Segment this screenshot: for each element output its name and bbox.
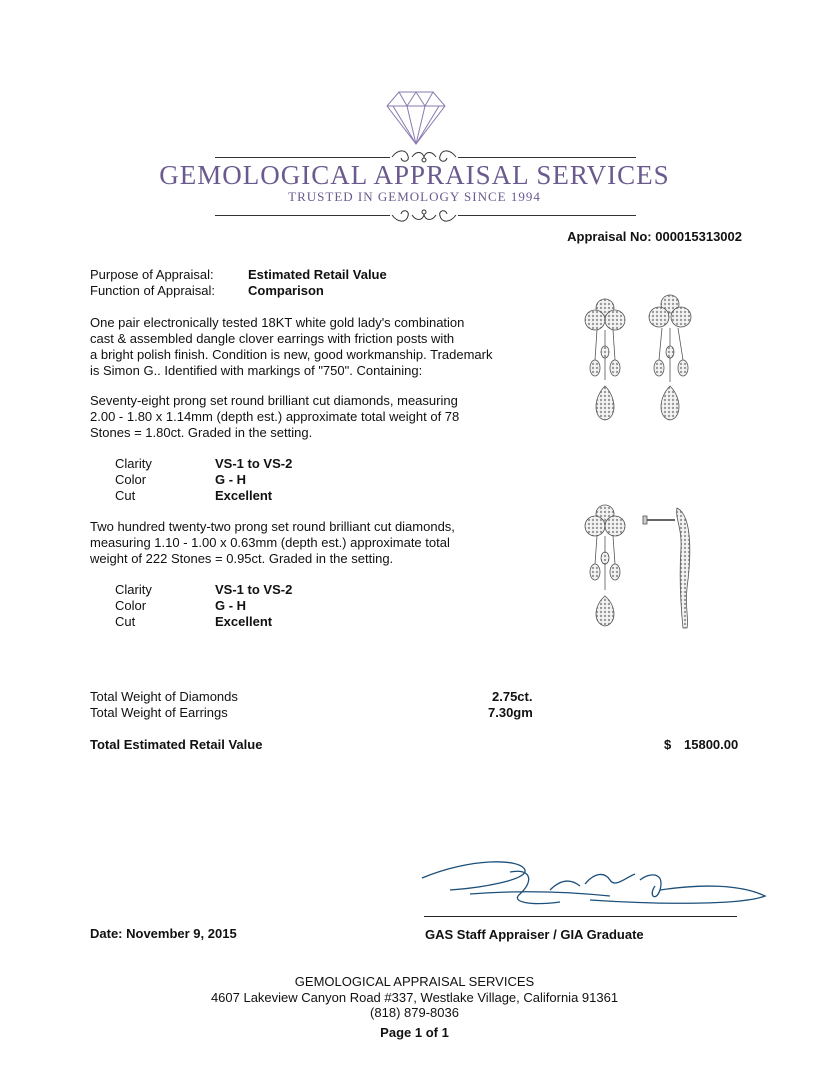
earrings-side-photo — [575, 498, 725, 633]
total-retail-label: Total Estimated Retail Value — [90, 737, 263, 752]
stones-2-line: measuring 1.10 - 1.00 x 0.63mm (depth est.) approximate total — [90, 535, 450, 550]
diamond-logo-icon — [385, 90, 447, 146]
stones-2-color-value: G - H — [215, 598, 247, 613]
purpose-value: Estimated Retail Value — [248, 267, 387, 282]
stones-2-line: Two hundred twenty-two prong set round brilliant cut diamonds, — [90, 519, 455, 534]
header-rule-bottom-left — [215, 215, 390, 216]
description-line: cast & assembled dangle clover earrings with friction posts with — [90, 331, 455, 346]
footer-company: GEMOLOGICAL APPRAISAL SERVICES — [294, 974, 535, 989]
signature-line — [424, 916, 737, 917]
description-line: One pair electronically tested 18KT white gold lady's combination — [90, 315, 465, 330]
item-description — [90, 315, 530, 379]
signature-caption: GAS Staff Appraiser / GIA Graduate — [425, 927, 644, 942]
total-diamonds-value: 2.75ct. — [492, 689, 533, 704]
company-tagline: TRUSTED IN GEMOLOGY SINCE 1994 — [288, 189, 541, 204]
stones-2-cut-value: Excellent — [215, 614, 273, 629]
footer-address: 4607 Lakeview Canyon Road #337, Westlake Village, California 91361 — [210, 990, 619, 1005]
stones-1-cut-label: Cut — [115, 488, 136, 503]
description-line: is Simon G.. Identified with markings of "750". Containing: — [90, 363, 423, 378]
footer-page-number: Page 1 of 1 — [380, 1025, 449, 1040]
bottom-flourish-icon — [388, 206, 460, 224]
stones-1-line: 2.00 - 1.80 x 1.14mm (depth est.) approximate total weight of 78 — [90, 409, 460, 424]
total-retail-value: 15800.00 — [684, 737, 739, 752]
header-rule-top-left — [215, 157, 390, 158]
appraisal-date: Date: November 9, 2015 — [90, 926, 237, 941]
earrings-front-photo — [575, 290, 725, 425]
total-earrings-value: 7.30gm — [488, 705, 533, 720]
stones-1-clarity-label: Clarity — [115, 456, 152, 471]
total-diamonds-label: Total Weight of Diamonds — [90, 689, 238, 704]
stones-2-description — [90, 519, 530, 567]
header-rule-bottom-right — [458, 215, 636, 216]
stones-1-line: Seventy-eight prong set round brilliant cut diamonds, measuring — [90, 393, 458, 408]
appraiser-signature — [410, 850, 770, 915]
stones-2-line: weight of 222 Stones = 0.95ct. Graded in the setting. — [90, 551, 394, 566]
stones-2-cut-label: Cut — [115, 614, 136, 629]
stones-1-cut-value: Excellent — [215, 488, 273, 503]
purpose-label: Purpose of Appraisal: — [90, 267, 214, 282]
stones-1-line: Stones = 1.80ct. Graded in the setting. — [90, 425, 313, 440]
description-line: a bright polish finish. Condition is new, good workmanship. Trademark — [90, 347, 493, 362]
stones-1-description — [90, 393, 530, 441]
stones-2-clarity-label: Clarity — [115, 582, 152, 597]
stones-2-clarity-value: VS-1 to VS-2 — [215, 582, 293, 597]
company-name: GEMOLOGICAL APPRAISAL SERVICES — [159, 160, 670, 190]
function-value: Comparison — [248, 283, 324, 298]
stones-2-color-label: Color — [115, 598, 147, 613]
footer-phone: (818) 879-8036 — [370, 1005, 459, 1020]
stones-1-color-label: Color — [115, 472, 147, 487]
appraisal-number: Appraisal No: 000015313002 — [567, 229, 742, 244]
total-retail-currency: $ — [664, 737, 672, 752]
header-rule-top-right — [458, 157, 636, 158]
function-label: Function of Appraisal: — [90, 283, 216, 298]
stones-1-clarity-value: VS-1 to VS-2 — [215, 456, 293, 471]
total-earrings-label: Total Weight of Earrings — [90, 705, 228, 720]
stones-1-color-value: G - H — [215, 472, 247, 487]
